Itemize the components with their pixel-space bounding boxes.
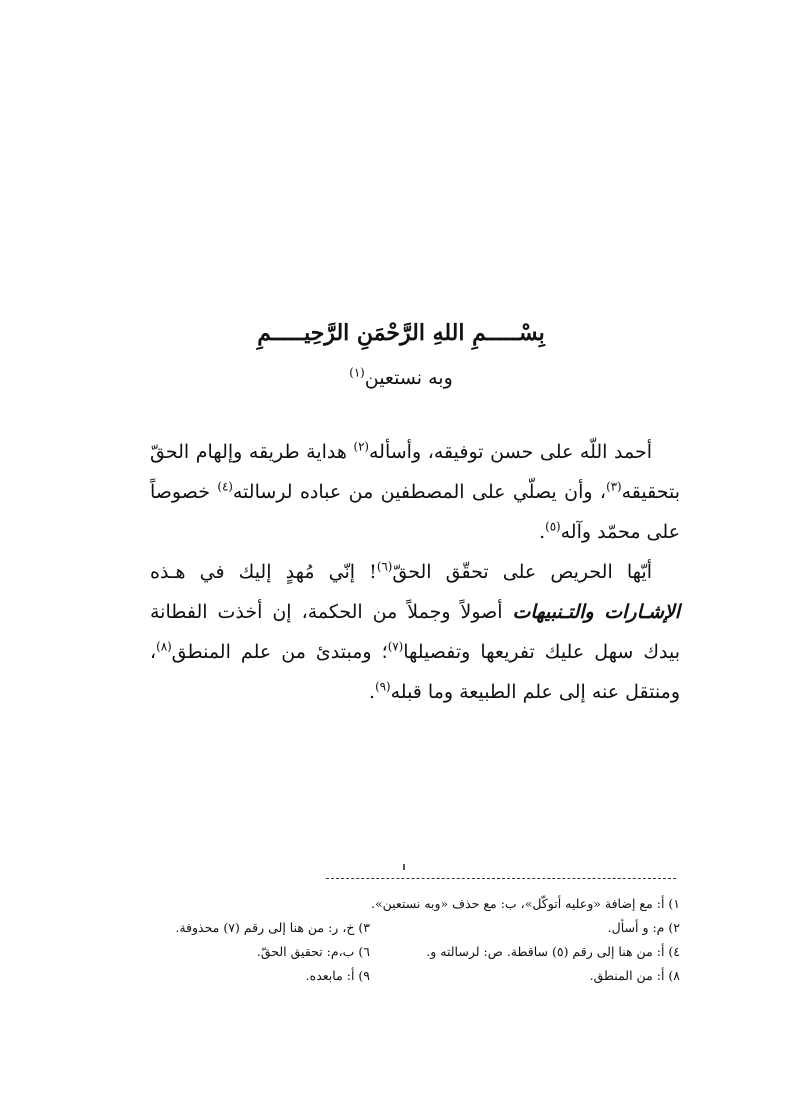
footnote-1: ١) أ: مع إضافة «وعليه أتوكّل»، ب: مع حذف «وبه نستعين». (371, 896, 680, 911)
separator-mark (403, 864, 405, 870)
footnotes (150, 892, 680, 988)
footnote-row-2 (150, 916, 680, 940)
p2-text-1: أيّها الحريص على تحقّق الحقّ (392, 561, 652, 583)
footnote-ref-8: (٨) (156, 639, 172, 654)
p1-text-3: ، وأن يصلّي على المصطفين من عباده لرسالته (232, 481, 607, 503)
p2-text-2: ! إنّي مُهدٍ إليك في هـذه (150, 561, 377, 583)
body-text (150, 432, 680, 712)
p2-text-3: أصولاً وجملاً من الحكمة، إن أخذت الفطانة بيدك سهل عليك تفريعها وتفصيلها (150, 601, 680, 663)
p1-text-2: هداية طريقه وإلهام الحقّ بتحقيقه (150, 441, 681, 503)
p2-text-6: . (369, 681, 376, 703)
footnote-3: ٣) خ، ر: من هنا إلى رقم (٧) محذوفة. (175, 920, 370, 935)
footnote-ref-6: (٦) (376, 559, 393, 574)
p1-text-1: أحمد اللّه على حسن توفيقه، وأسأله (368, 441, 652, 463)
p1-text-5: . (539, 521, 546, 543)
footnote-separator (326, 878, 676, 879)
footnote-ref-9: (٩) (375, 679, 391, 694)
p2-text-4: ؛ ومبتدئ من علم المنطق (171, 641, 388, 663)
footnote-9: ٩) أ: مابعده. (305, 968, 370, 983)
basmala-heading (0, 316, 802, 350)
footnote-ref-1: (١) (349, 365, 365, 380)
subtitle (0, 364, 802, 392)
footnote-2: ٢) م: و أسأل. (607, 920, 680, 935)
footnote-ref-3: (٣) (606, 479, 622, 494)
book-title: الإشـارات والتـنبيهات (512, 601, 680, 623)
footnote-4: ٤) أ: من هنا إلى رقم (٥) ساقطة. ص: لرسالته و. (426, 944, 680, 959)
footnote-ref-4: (٤) (217, 479, 233, 494)
footnote-row-3 (150, 940, 680, 964)
p2-text-5: ، ومنتقل عنه إلى علم الطبيعة وما قبله (150, 641, 680, 703)
footnote-ref-7: (٧) (387, 639, 404, 654)
footnote-ref-2: (٢) (353, 439, 369, 454)
footnote-8: ٨) أ: من المنطق. (589, 968, 680, 983)
footnote-row-4 (150, 964, 680, 988)
p1-text-4: خصوصاً على محمّد وآله (150, 481, 680, 543)
paragraph-1 (150, 432, 680, 552)
footnote-6: ٦) ب،م: تحقيق الحقّ. (256, 944, 370, 959)
footnote-row-1 (150, 892, 680, 916)
footnote-ref-5: (٥) (545, 519, 561, 534)
basmala-text: بِسْـــــمِ اللهِ الرَّحْمَنِ الرَّحِيـــــمِ (257, 320, 545, 346)
paragraph-2 (150, 552, 680, 712)
subtitle-text: وبه نستعين (364, 367, 453, 389)
